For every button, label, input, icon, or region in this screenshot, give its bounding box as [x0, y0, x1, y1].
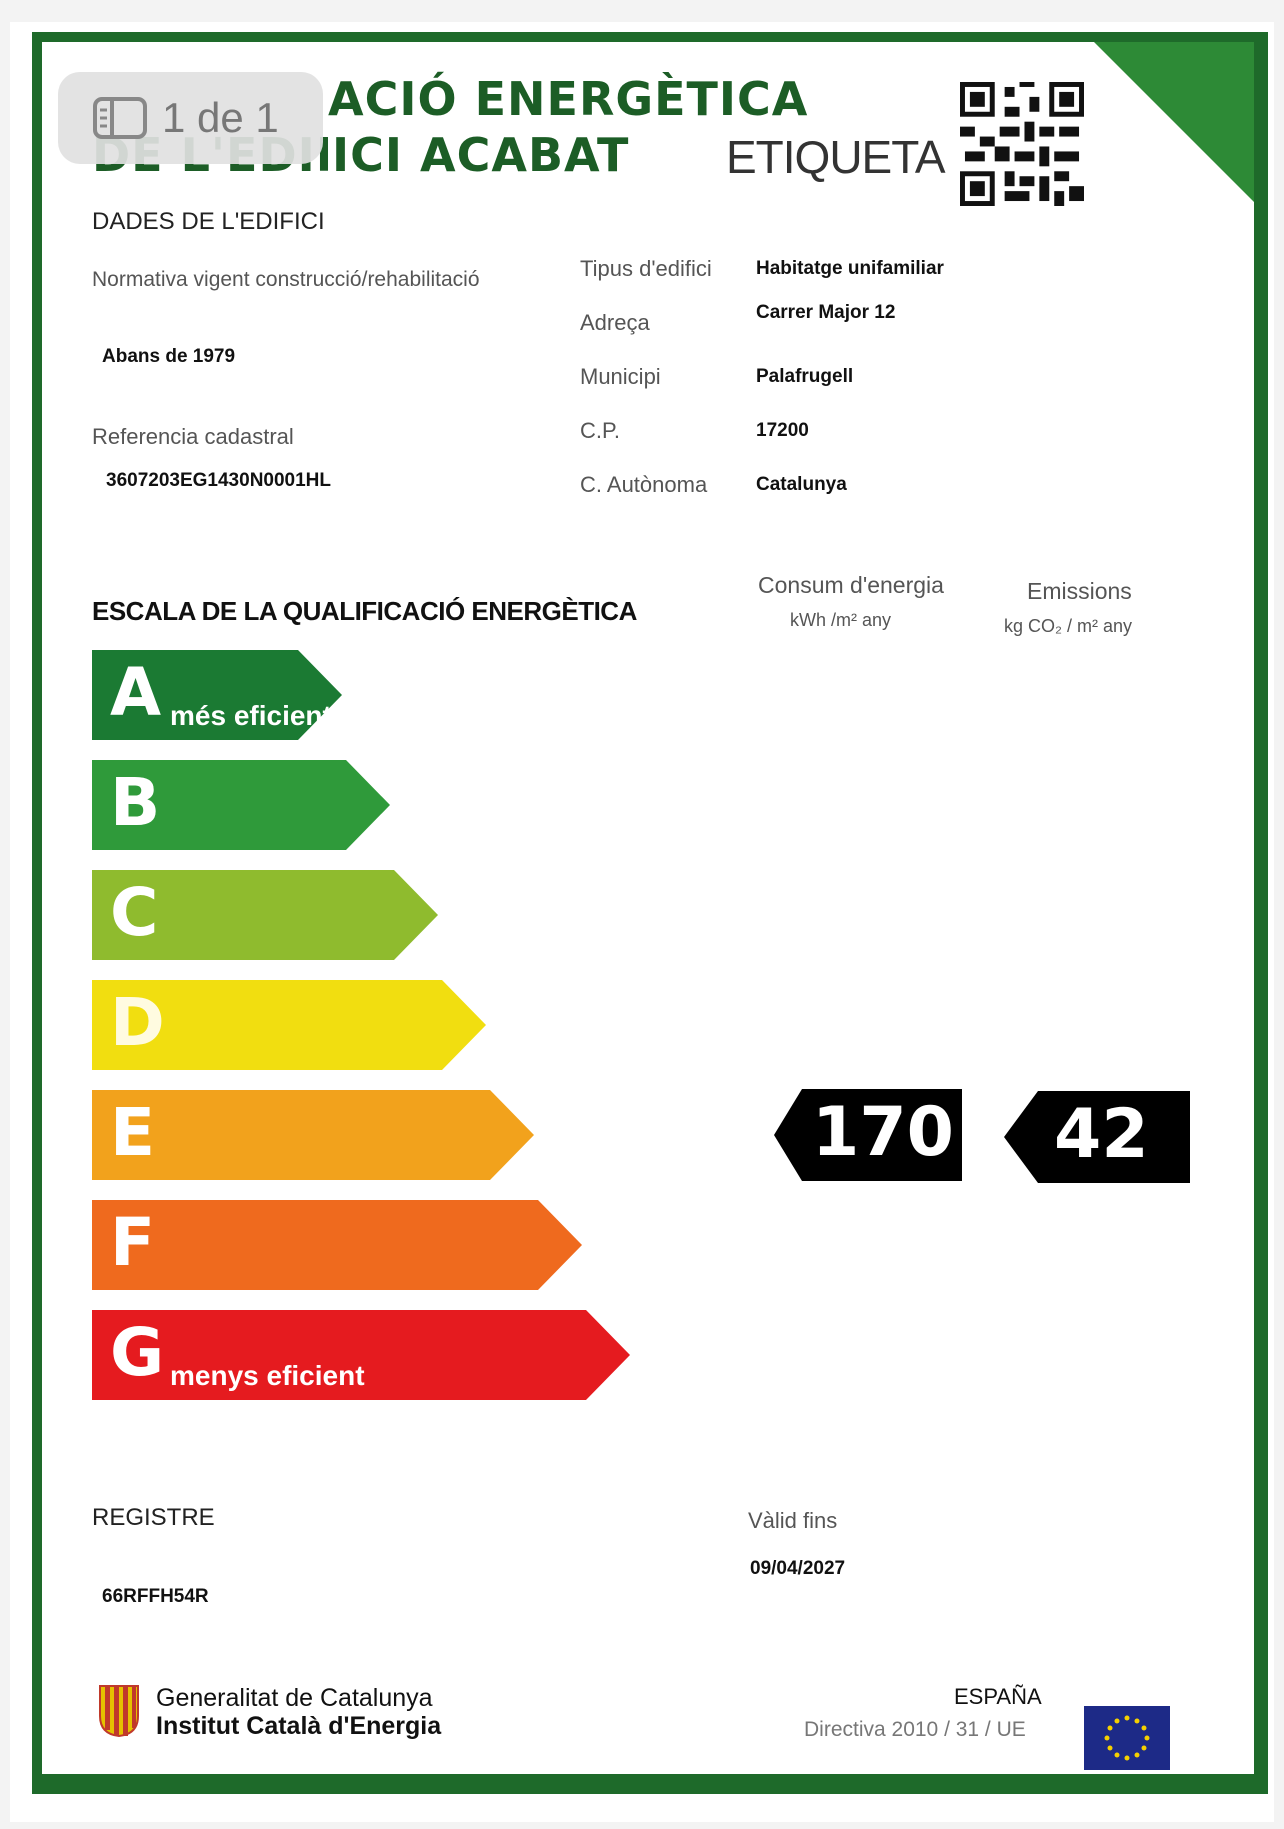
certificate-page [10, 22, 1274, 1822]
consumption-label: Consum d'energia [758, 572, 944, 598]
rating-note: menys eficient [170, 1360, 365, 1391]
title-line1: ACIÓ ENERGÈTICA [328, 72, 809, 126]
eu-flag-icon [1084, 1706, 1170, 1770]
region-label: C. Autònoma [580, 472, 708, 497]
rating-bar-f [92, 1200, 582, 1290]
register-label: REGISTRE [92, 1504, 215, 1531]
sidebar-toggle-icon[interactable] [92, 96, 148, 140]
rating-bar-e [92, 1090, 534, 1180]
page-indicator[interactable] [58, 72, 323, 164]
building-section-title: DADES DE L'EDIFICI [92, 208, 325, 235]
org-line2: Institut Català d'Energia [156, 1712, 442, 1740]
consumption-value: 170 [812, 1093, 954, 1172]
rating-bar-shape [92, 1200, 582, 1290]
rating-bar-shape [92, 1090, 534, 1180]
building-type-label: Tipus d'edifici [580, 256, 712, 281]
emissions-pointer [1004, 1091, 1190, 1183]
register-value: 66RFFH54R [102, 1586, 209, 1607]
cadastral-value: 3607203EG1430N0001HL [106, 470, 332, 491]
emissions-value: 42 [1054, 1095, 1149, 1174]
org-line1: Generalitat de Catalunya [156, 1684, 433, 1712]
directive-label: Directiva 2010 / 31 / UE [804, 1718, 1026, 1741]
consumption-unit: kWh /m² any [790, 610, 892, 630]
regulation-value: Abans de 1979 [102, 346, 236, 367]
address-label: Adreça [580, 310, 650, 335]
address-value: Carrer Major 12 [756, 302, 896, 323]
rating-bar-c [92, 870, 438, 960]
rating-bar-d [92, 980, 486, 1070]
rating-letter: G [110, 1314, 165, 1391]
regulation-label: Normativa vigent construcció/rehabilitació [92, 268, 480, 291]
valid-value: 09/04/2027 [750, 1558, 846, 1579]
rating-letter: F [110, 1204, 156, 1281]
valid-label: Vàlid fins [748, 1508, 838, 1533]
country-label: ESPAÑA [954, 1684, 1042, 1709]
region-value: Catalunya [756, 474, 847, 495]
label-type: ETIQUETA [726, 131, 945, 183]
rating-letter: C [110, 874, 159, 951]
rating-note: més eficient [170, 700, 332, 731]
rating-bar-b [92, 760, 390, 850]
green-corner-decoration [1094, 42, 1254, 202]
postcode-value: 17200 [756, 420, 809, 441]
page-count-label: 1 de 1 [162, 94, 279, 141]
qr-code-icon [960, 82, 1084, 206]
rating-letter: E [110, 1094, 156, 1171]
rating-bar-g [92, 1310, 630, 1400]
postcode-label: C.P. [580, 418, 620, 443]
rating-letter: D [110, 984, 165, 1061]
title-line2: ICI ACABAT [328, 128, 629, 182]
rating-letter: A [110, 654, 162, 731]
scale-title: ESCALA DE LA QUALIFICACIÓ ENERGÈTICA [92, 596, 637, 626]
municipality-value: Palafrugell [756, 366, 854, 387]
municipality-label: Municipi [580, 364, 661, 389]
emissions-unit: kg CO₂ / m² any [1004, 616, 1133, 636]
generalitat-logo-icon [96, 1682, 142, 1738]
rating-bar-a [92, 650, 342, 740]
emissions-label: Emissions [1027, 578, 1132, 604]
rating-letter: B [110, 764, 161, 841]
building-type-value: Habitatge unifamiliar [756, 258, 944, 279]
consumption-pointer [774, 1089, 962, 1181]
cadastral-label: Referencia cadastral [92, 424, 294, 449]
